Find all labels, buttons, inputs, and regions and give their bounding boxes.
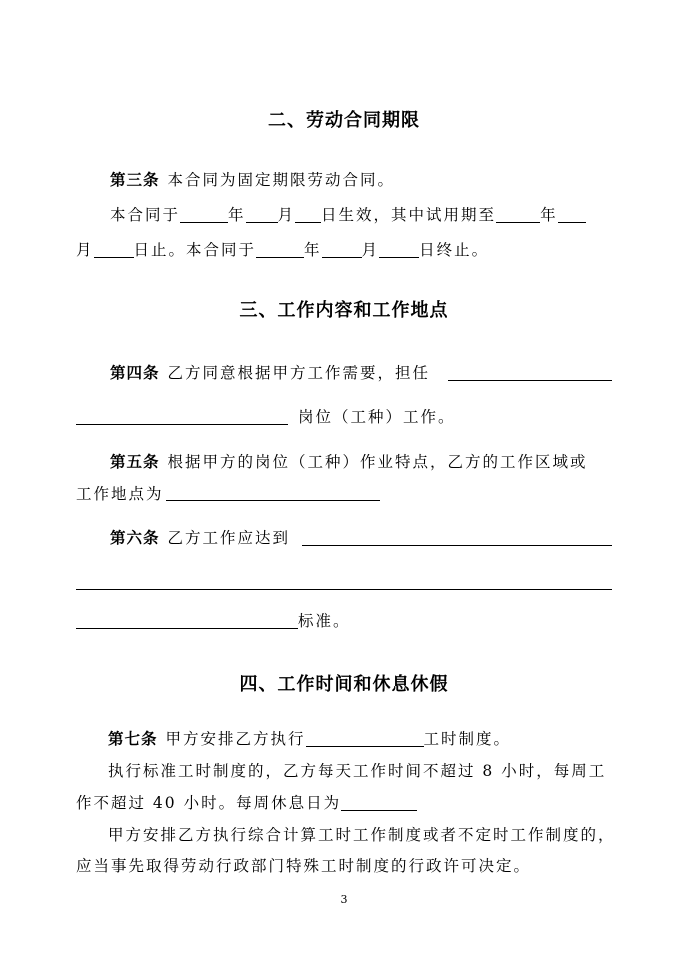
- termination-date-line: [76, 240, 489, 260]
- text-fragment: 工作地点为: [76, 485, 164, 503]
- article-6: [110, 528, 290, 548]
- standard-hours-line-1: 执行标准工时制度的，乙方每天工作时间不超过 8 小时，每周工: [108, 762, 607, 780]
- blank-field[interactable]: [341, 794, 417, 811]
- article-6-continuation: 标准。: [298, 612, 351, 630]
- article-text: 乙方同意根据甲方工作需要，担任: [167, 364, 431, 382]
- text-fragment: 年: [304, 241, 322, 259]
- effective-date-line: [110, 205, 586, 225]
- text-fragment: 月: [76, 241, 94, 259]
- article-label: 第三条: [110, 171, 160, 189]
- article-5-continuation: [76, 484, 164, 504]
- article-text: 甲方安排乙方执行: [165, 730, 306, 748]
- text-fragment: 日止。本合同于: [133, 241, 257, 259]
- page-number: 3: [340, 893, 348, 906]
- article-text: 乙方工作应达到: [167, 529, 291, 547]
- text-fragment: 年: [540, 206, 558, 224]
- blank-field[interactable]: [379, 241, 419, 258]
- article-label: 第四条: [110, 364, 160, 382]
- blank-field[interactable]: [246, 206, 278, 223]
- flexible-hours-line-1: 甲方安排乙方执行综合计算工时工作制度或者不定时工作制度的，: [108, 826, 616, 844]
- blank-field[interactable]: [322, 241, 362, 258]
- text-fragment: 年: [228, 206, 246, 224]
- text-fragment: 月: [361, 241, 380, 259]
- flexible-hours-line-2: 应当事先取得劳动行政部门特殊工时制度的行政许可决定。: [76, 857, 532, 875]
- standard-hours-line-2: [76, 793, 417, 813]
- article-4-continuation: 岗位（工种）工作。: [298, 408, 456, 426]
- article-text: 本合同为固定期限劳动合同。: [167, 171, 396, 189]
- text-fragment: 日生效，其中试用期至: [321, 206, 497, 224]
- article-5: [110, 452, 588, 472]
- article-label: 第五条: [110, 453, 160, 471]
- article-label: 第七条: [108, 730, 158, 748]
- blank-field[interactable]: [76, 424, 288, 425]
- article-7: [108, 729, 511, 749]
- section-heading-term: 二、劳动合同期限: [268, 110, 420, 131]
- blank-field[interactable]: [94, 241, 134, 258]
- article-label: 第六条: [110, 529, 160, 547]
- section-heading-work-content: 三、工作内容和工作地点: [239, 300, 449, 321]
- blank-field[interactable]: [256, 241, 304, 258]
- blank-field[interactable]: [558, 206, 586, 223]
- article-3: [110, 170, 395, 190]
- article-4: [110, 363, 430, 383]
- text-fragment: 月: [277, 206, 296, 224]
- blank-field[interactable]: [295, 206, 321, 223]
- article-text: 工时制度。: [423, 730, 512, 748]
- blank-field[interactable]: [76, 589, 612, 590]
- blank-field[interactable]: [180, 206, 228, 223]
- blank-field[interactable]: [306, 730, 424, 747]
- text-fragment: 本合同于: [110, 206, 181, 224]
- blank-field[interactable]: [302, 545, 612, 546]
- text-fragment: 日终止。: [419, 241, 490, 259]
- text-fragment: 作不超过 40 小时。每周休息日为: [76, 794, 342, 812]
- blank-field[interactable]: [496, 206, 540, 223]
- blank-field[interactable]: [166, 500, 380, 501]
- section-heading-working-hours: 四、工作时间和休息休假: [239, 674, 449, 695]
- blank-field[interactable]: [448, 380, 612, 381]
- article-text: 根据甲方的岗位（工种）作业特点，乙方的工作区域或: [167, 453, 588, 471]
- blank-field[interactable]: [76, 628, 298, 629]
